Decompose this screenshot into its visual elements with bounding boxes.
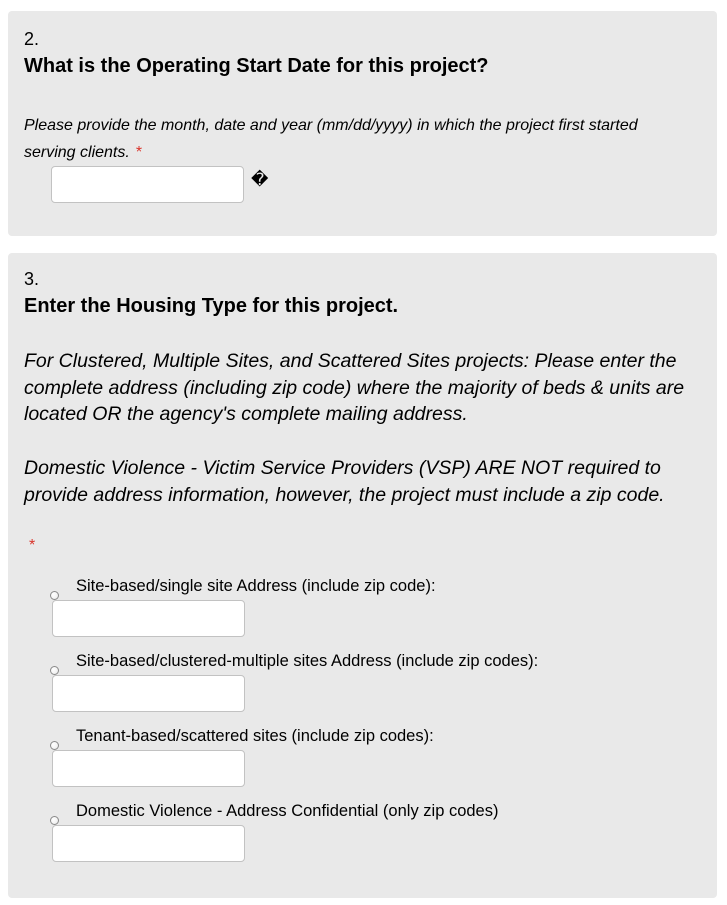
question-2-help-line-1: Please provide the month, date and year (mm/dd/yyyy) in which the project first started <box>24 117 638 134</box>
question-3-number: 3. <box>24 269 40 289</box>
question-3-title: Enter the Housing Type for this project. <box>24 295 399 317</box>
question-2-card <box>8 11 717 236</box>
option-label: Site-based/single site Address (include zip code): <box>76 577 436 595</box>
operating-start-date-input[interactable] <box>51 166 244 203</box>
instruction-line: For Clustered, Multiple Sites, and Scattered Sites projects: Please enter the <box>24 350 677 372</box>
question-3-instructions-2 <box>24 455 714 508</box>
address-input-clustered-multiple[interactable] <box>52 675 245 712</box>
address-input-site-based-single[interactable] <box>52 600 245 637</box>
instruction-line: provide address information, however, the project must include a zip code. <box>24 483 665 506</box>
question-2-title: What is the Operating Start Date for this project? <box>24 55 489 77</box>
zip-input-domestic-violence[interactable] <box>52 825 245 862</box>
radio-clustered-multiple[interactable] <box>50 666 59 675</box>
radio-tenant-based-scattered[interactable] <box>50 741 59 750</box>
instruction-line: located OR the agency's complete mailing address. <box>24 403 468 425</box>
required-asterisk: * <box>29 537 36 554</box>
option-label: Site-based/clustered-multiple sites Address (include zip codes): <box>76 652 539 670</box>
question-3-card <box>8 253 717 898</box>
housing-option-tenant-based-scattered <box>8 727 708 813</box>
required-asterisk: * <box>135 144 143 161</box>
calendar-icon[interactable]: � <box>251 170 269 189</box>
question-3-instructions-1 <box>24 348 714 428</box>
instruction-line: Domestic Violence - Victim Service Providers (VSP) ARE NOT required to <box>24 457 661 479</box>
option-label: Tenant-based/scattered sites (include zip codes): <box>76 727 434 745</box>
radio-site-based-single[interactable] <box>50 591 59 600</box>
housing-option-domestic-violence <box>8 802 708 888</box>
address-input-tenant-based-scattered[interactable] <box>52 750 245 787</box>
radio-domestic-violence[interactable] <box>50 816 59 825</box>
housing-option-site-based-single <box>8 577 708 663</box>
instruction-line: complete address (including zip code) where the majority of beds & units are <box>24 376 685 399</box>
question-2-help-text <box>24 112 704 166</box>
option-label: Domestic Violence - Address Confidential (only zip codes) <box>76 802 499 820</box>
housing-option-clustered-multiple <box>8 652 708 738</box>
question-2-help-line-2 <box>24 139 704 166</box>
question-2-help-line-2-text: serving clients. <box>24 144 130 161</box>
question-2-number: 2. <box>24 29 40 49</box>
